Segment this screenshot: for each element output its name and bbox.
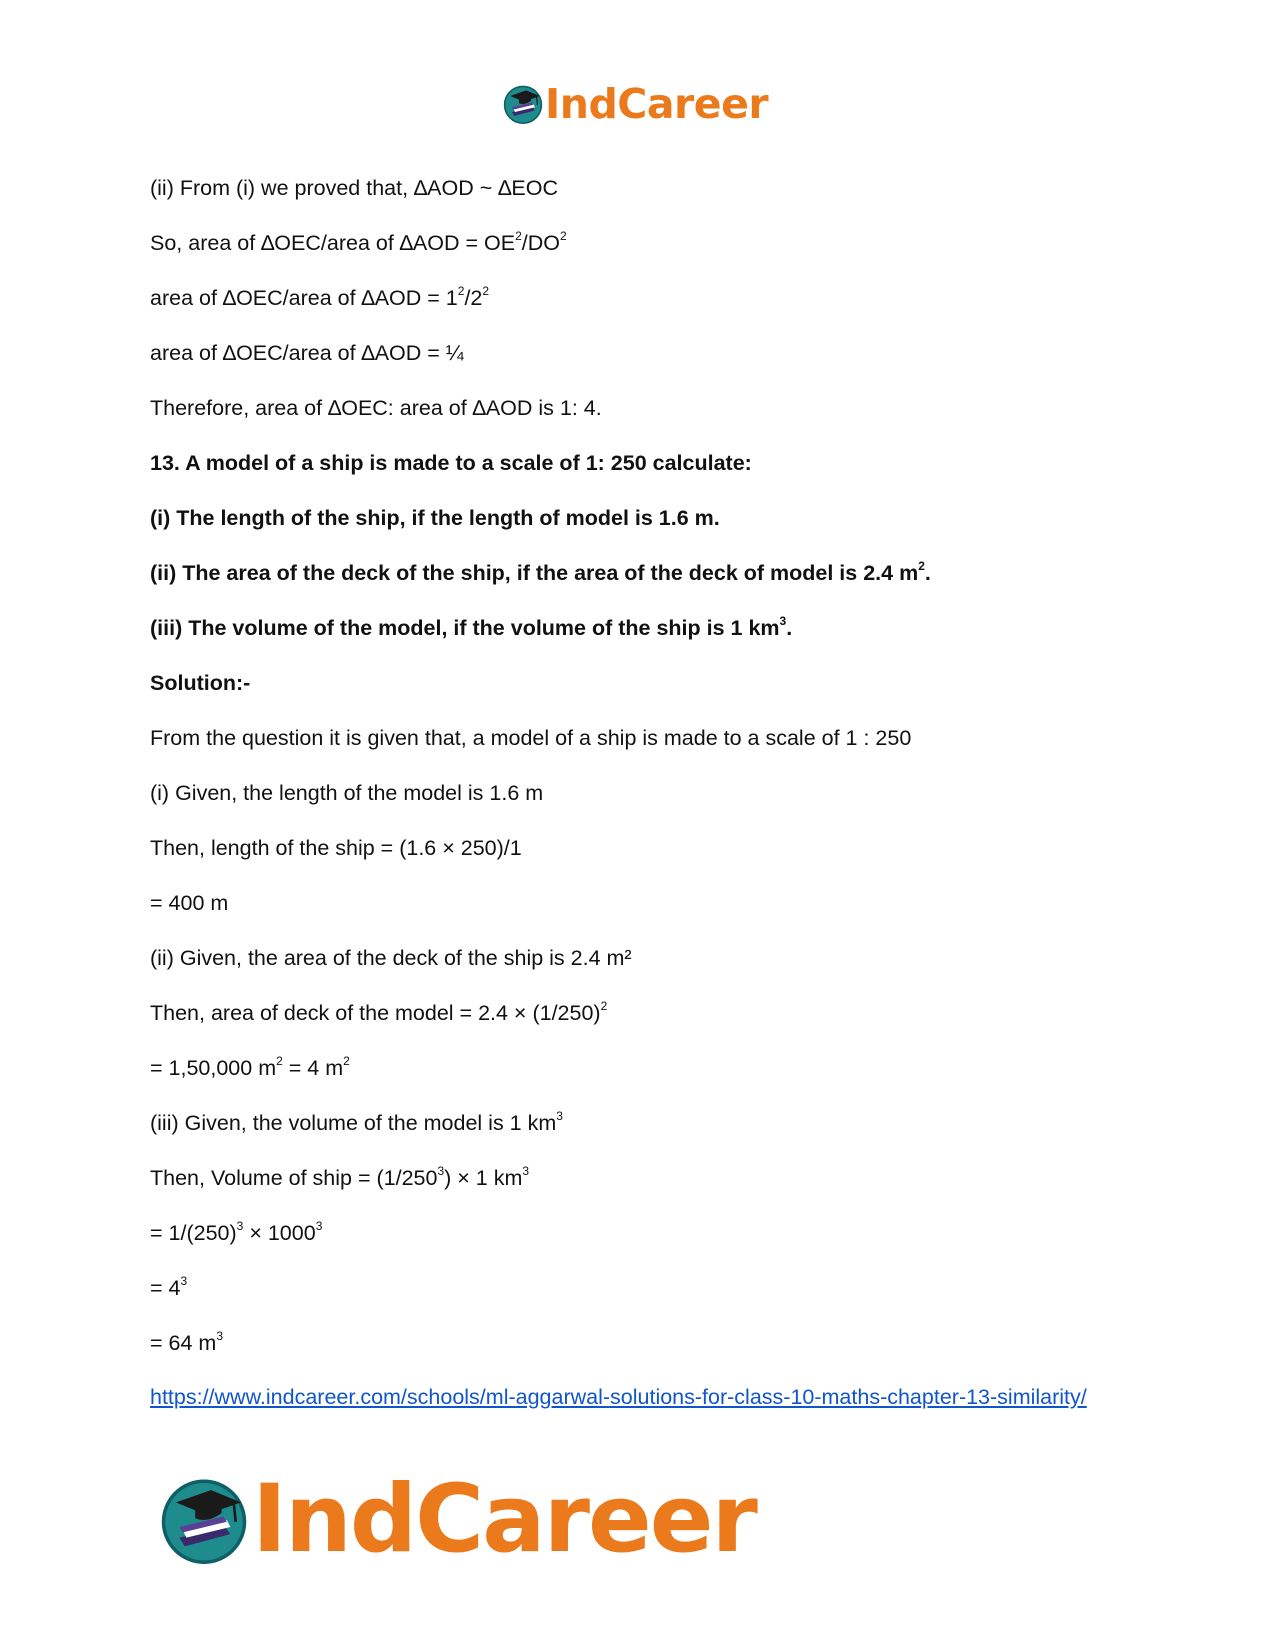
header-logo — [503, 80, 768, 128]
text-segment: = 1/(250) — [150, 1221, 237, 1245]
text-segment: So, area of ∆OEC/area of ∆AOD = OE — [150, 231, 516, 255]
text-segment: ) × 1 km — [444, 1166, 523, 1190]
text-segment: (iii) Given, the volume of the model is 1 km — [150, 1111, 557, 1135]
text-segment: . — [924, 561, 931, 585]
text-line — [150, 1327, 1150, 1359]
text-line: = 400 m — [150, 891, 229, 915]
superscript: 2 — [600, 998, 608, 1013]
text-segment: /2 — [464, 286, 483, 310]
text-segment: = 1,50,000 m — [150, 1056, 277, 1080]
text-line: Then, length of the ship = (1.6 × 250)/1 — [150, 836, 522, 860]
text-line — [150, 1162, 1150, 1194]
text-line: (i) Given, the length of the model is 1.6 m — [150, 781, 544, 805]
brand-name: IndCareer — [545, 80, 769, 128]
text-segment: Then, Volume of ship = (1/250 — [150, 1166, 438, 1190]
question-line — [150, 612, 1150, 644]
globe-graduate-icon — [503, 84, 543, 124]
text-segment: . — [786, 616, 793, 640]
text-line — [150, 1107, 1150, 1139]
text-segment: = 64 m — [150, 1331, 217, 1355]
superscript: 2 — [918, 558, 925, 573]
text-line: (ii) Given, the area of the deck of the ship is 2.4 m² — [150, 946, 632, 970]
text-segment: = 4 — [150, 1276, 181, 1300]
superscript: 2 — [560, 228, 567, 243]
text-segment: = 4 m — [282, 1056, 344, 1080]
question-line: Solution:- — [150, 671, 251, 695]
superscript: 3 — [315, 1218, 323, 1233]
superscript: 3 — [556, 1108, 563, 1123]
text-segment: /DO — [521, 231, 561, 255]
superscript: 3 — [216, 1328, 224, 1343]
superscript: 3 — [779, 613, 787, 628]
superscript: 3 — [236, 1218, 244, 1233]
superscript: 3 — [437, 1163, 445, 1178]
question-line: 13. A model of a ship is made to a scale of 1: 250 calculate: — [150, 451, 752, 475]
globe-graduate-icon — [160, 1476, 248, 1564]
text-line — [150, 1052, 1150, 1084]
text-segment: (iii) The volume of the model, if the volume of the ship is 1 km — [150, 616, 780, 640]
text-line — [150, 997, 1150, 1029]
text-line: Therefore, area of ∆OEC: area of ∆AOD is 1: 4. — [150, 396, 602, 420]
brand-name: IndCareer — [252, 1465, 756, 1574]
text-line — [150, 1217, 1150, 1249]
text-line — [150, 1272, 1150, 1304]
superscript: 2 — [515, 228, 522, 243]
text-line — [150, 227, 1150, 259]
source-link[interactable]: https://www.indcareer.com/schools/ml-aggarwal-solutions-for-class-10-maths-chapter-13-similarity/ — [150, 1385, 1087, 1409]
superscript: 2 — [276, 1053, 283, 1068]
text-line — [150, 282, 1150, 314]
text-line: (ii) From (i) we proved that, ∆AOD ~ ∆EOC — [150, 176, 559, 200]
superscript: 2 — [343, 1053, 350, 1068]
text-line: From the question it is given that, a model of a ship is made to a scale of 1 : 250 — [150, 726, 912, 750]
text-line: area of ∆OEC/area of ∆AOD = ¼ — [150, 341, 464, 365]
text-segment: (ii) The area of the deck of the ship, if the area of the deck of model is 2.4 m — [150, 561, 919, 585]
question-line — [150, 557, 1150, 589]
text-segment: × 1000 — [243, 1221, 316, 1245]
superscript: 3 — [522, 1163, 530, 1178]
document-body — [150, 172, 1150, 1413]
text-segment: area of ∆OEC/area of ∆AOD = 1 — [150, 286, 458, 310]
superscript: 2 — [482, 283, 490, 298]
superscript: 2 — [457, 283, 465, 298]
footer-logo — [160, 1465, 756, 1574]
superscript: 3 — [180, 1273, 188, 1288]
question-line: (i) The length of the ship, if the length of model is 1.6 m. — [150, 506, 720, 530]
text-segment: Then, area of deck of the model = 2.4 × (1/250) — [150, 1001, 601, 1025]
